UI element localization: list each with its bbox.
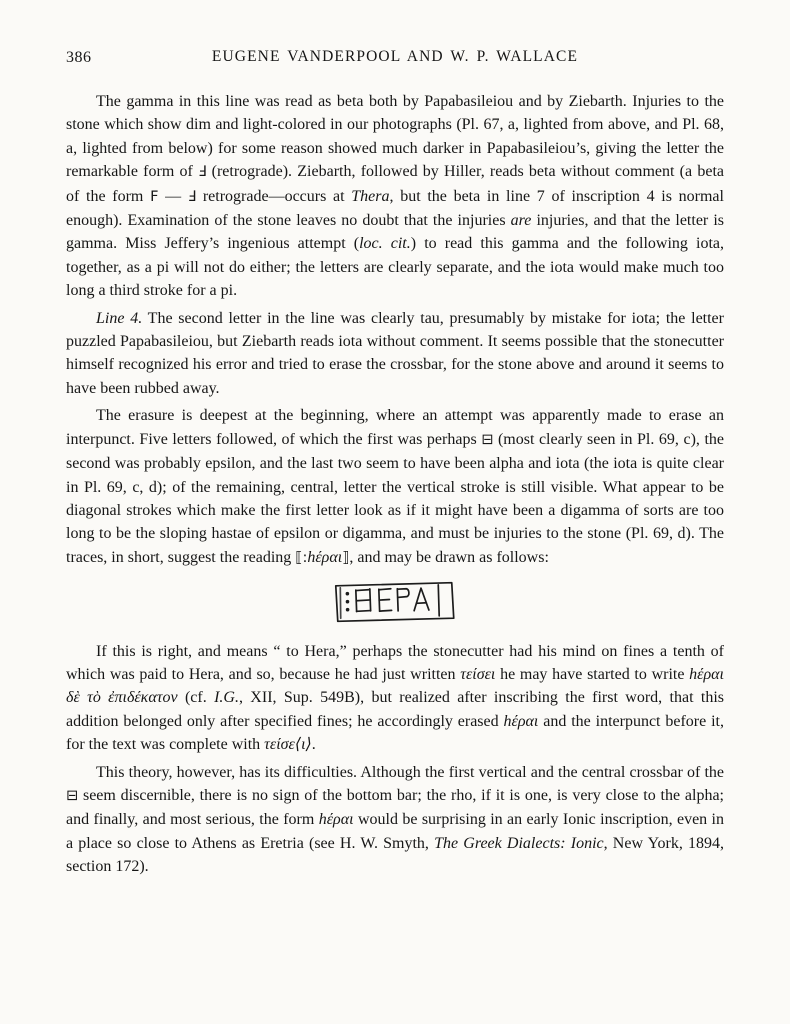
text-run: I.G. bbox=[214, 689, 239, 707]
page-header bbox=[66, 48, 724, 72]
text-run: would be surprising in an early Ionic inscription, even in a place so close to Athens as Eretria (see H. W. Smyth, bbox=[66, 811, 724, 852]
letter-epsilon bbox=[379, 589, 392, 611]
text-run: (retrograde). Ziebarth, followed by Hiller, reads beta without comment (a beta of the form bbox=[66, 163, 724, 205]
text-run: . bbox=[311, 736, 316, 754]
paragraph bbox=[66, 640, 724, 757]
text-run: injuries, and that the letter is gamma. Miss Jeffery’s ingenious attempt ( bbox=[66, 212, 725, 253]
interpunct-dots bbox=[346, 592, 350, 612]
text-run: are bbox=[510, 212, 532, 230]
text-run: (cf. bbox=[177, 689, 215, 707]
inscription-sketch bbox=[332, 579, 459, 625]
text-run: seem discernible, there is no sign of the bottom bar; the rho, if it is one, is very close to the alpha; and finally, and most serious, the form bbox=[66, 786, 724, 829]
paragraph bbox=[66, 761, 724, 879]
text-run: ⟦: bbox=[295, 549, 308, 566]
text-run: and the interpunct before it, for the text was complete with bbox=[66, 712, 724, 754]
inscription-drawing-figure bbox=[66, 580, 724, 631]
text-run: he may have started to write bbox=[495, 665, 690, 683]
article-body bbox=[66, 90, 724, 879]
text-run: , but the beta in line 7 of inscription 4 is normal enough). Examination of the stone leaves no doubt that the injuries bbox=[66, 187, 724, 230]
text-run: τείσει bbox=[460, 665, 496, 683]
text-run: This theory, however, has its difficulties. Although the first vertical and the central crossbar of the bbox=[96, 763, 724, 781]
text-run: Ⅎ bbox=[187, 188, 197, 205]
text-run: Thera bbox=[351, 187, 390, 205]
text-run: loc. cit. bbox=[359, 235, 411, 253]
text-run: hέραι bbox=[503, 712, 539, 730]
paragraph bbox=[66, 307, 724, 401]
text-run: The second letter in the line was clearly tau, presumably by mistake for iota; the letter puzzled Papabasileiou, but Ziebarth reads iota without comment. It seems possible that the stonecutter himself recognized his error and tried to erase the crossbar, for the stone above and around it seems to have been rubbed away. bbox=[66, 309, 724, 397]
text-run: hέραι δὲ τὸ ἐπιδέκατον bbox=[66, 665, 724, 707]
text-run: Ⅎ bbox=[198, 164, 207, 181]
text-run: The Greek Dialects: Ionic bbox=[434, 834, 604, 852]
text-run: , New York, 1894, section 172). bbox=[66, 834, 725, 876]
text-run: ) to read this gamma and the following iota, together, as a pi will not do either; the letters are clearly separate, and the iota would make much too long a third stroke for a pi. bbox=[66, 235, 724, 300]
text-run: (most clearly seen in Pl. 69, c), the second was probably epsilon, and the last two seem to have been alpha and iota (the iota is quite clear in Pl. 69, c, d); of the remaining, central, letter the vertical stroke is still visible. What appear to be diagonal strokes which make the first letter look as if it might have been a digamma of sorts are too long to be the sloping hastae of epsilon or digamma, and must be injuries to the stone (Pl. 69, d). The traces, in short, suggest the reading bbox=[66, 430, 724, 566]
text-run: τείσε⟨ι⟩ bbox=[264, 736, 312, 754]
running-header: EUGENE VANDERPOOL AND W. P. WALLACE bbox=[211, 48, 579, 65]
letter-alpha bbox=[414, 588, 429, 611]
text-run: Line 4. bbox=[96, 309, 143, 327]
paragraph bbox=[66, 90, 724, 303]
section-after-figure bbox=[66, 640, 724, 879]
text-run: , XII, Sup. 549B), but realized after inscribing the first word, that this addition belonged only after specified fines; he accordingly erased bbox=[66, 689, 724, 730]
text-run: — bbox=[158, 187, 188, 205]
letter-heta bbox=[356, 589, 371, 612]
section-before-figure bbox=[66, 90, 724, 570]
text-run: If this is right, and means “ to Hera,” perhaps the stonecutter had his mind on fines a tenth of which was paid to Hera, and so, because he had just written bbox=[66, 642, 724, 683]
letter-rho bbox=[397, 589, 409, 611]
text-run: The erasure is deepest at the beginning, where an attempt was apparently made to erase an interpunct. Five letters followed, of which the first was perhaps bbox=[66, 407, 724, 448]
sketch-box-outline bbox=[336, 583, 454, 622]
text-run: retrograde—occurs at bbox=[196, 187, 352, 205]
text-run: Ϝ bbox=[150, 188, 159, 205]
text-run: ⊟ bbox=[481, 431, 494, 448]
text-run: , and may be drawn as follows: bbox=[349, 548, 549, 566]
text-run: hέραι bbox=[307, 548, 343, 566]
letter-iota bbox=[438, 585, 439, 616]
paragraph bbox=[66, 404, 724, 570]
text-run: hέραι bbox=[318, 811, 354, 829]
text-run: The gamma in this line was read as beta both by Papabasileiou and by Ziebarth. Injuries to the stone which show dim and light-colored in our photographs (Pl. 67, a, lighted from above, and Pl. 68, a, lighted from below) for some reason showed much darker in Papabasileiou’s, giving the letter the remarkable form of bbox=[66, 93, 724, 181]
text-run: ⟧ bbox=[342, 549, 350, 566]
text-run: ⊟ bbox=[66, 787, 79, 804]
page-number: 386 bbox=[66, 49, 92, 66]
